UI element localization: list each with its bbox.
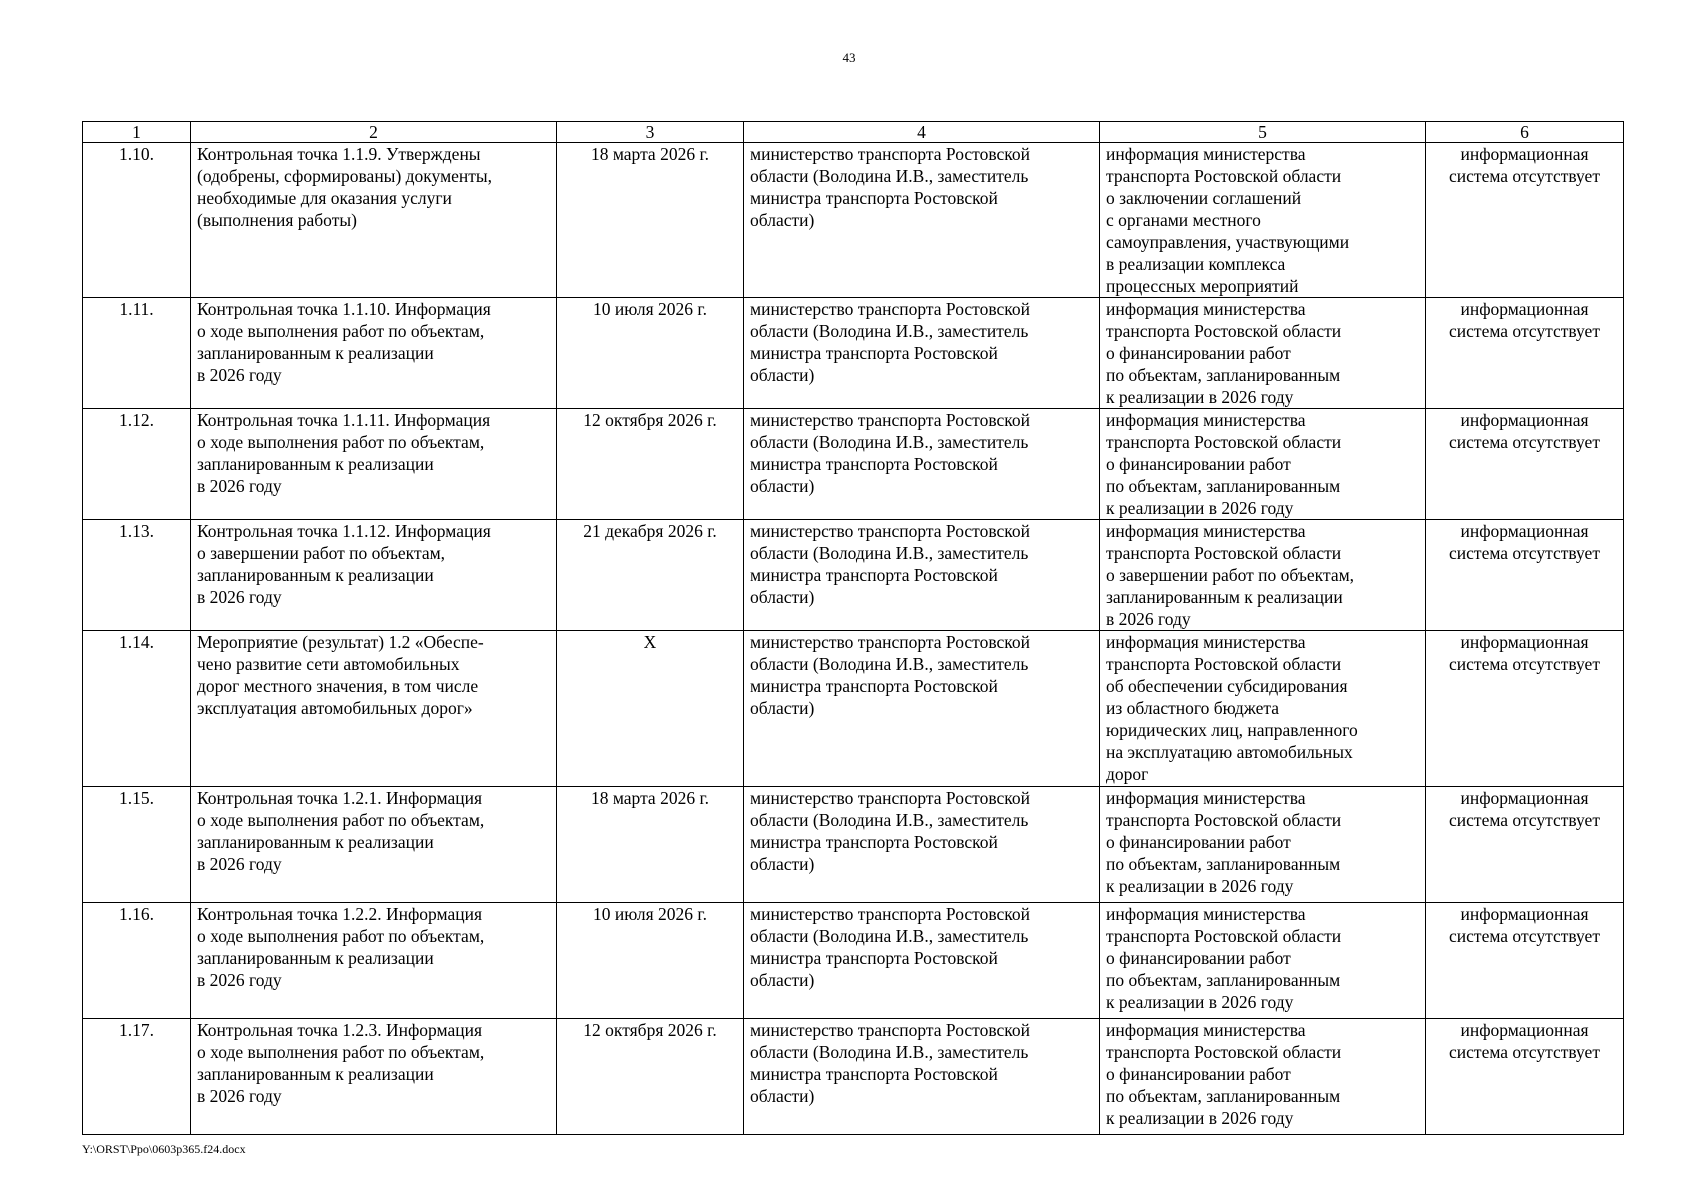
document-cell-line: информация министерства xyxy=(1106,521,1306,541)
row-number-cell: 1.11. xyxy=(83,298,191,409)
description-cell-line: о ходе выполнения работ по объектам, xyxy=(197,1042,485,1062)
table-row xyxy=(83,298,1624,409)
description-cell-line: в 2026 году xyxy=(197,970,282,990)
column-header: 3 xyxy=(557,122,744,143)
responsible-cell-line: области) xyxy=(750,587,815,607)
responsible-cell xyxy=(744,143,1100,298)
date-cell: X xyxy=(557,631,744,787)
responsible-cell-line: министра транспорта Ростовской xyxy=(750,948,998,968)
responsible-cell-line: области) xyxy=(750,210,815,230)
document-cell-line: транспорта Ростовской области xyxy=(1106,1042,1342,1062)
responsible-cell-line: министерство транспорта Ростовской xyxy=(750,521,1031,541)
description-cell-line: Контрольная точка 1.2.2. Информация xyxy=(197,904,483,924)
column-header: 1 xyxy=(83,122,191,143)
row-number-cell: 1.14. xyxy=(83,631,191,787)
document-cell-line: о финансировании работ xyxy=(1106,948,1291,968)
information-system-cell-line: информационная xyxy=(1460,1020,1589,1040)
description-cell xyxy=(191,409,557,520)
document-cell xyxy=(1100,298,1426,409)
responsible-cell-line: области) xyxy=(750,476,815,496)
document-cell xyxy=(1100,143,1426,298)
date-cell: 10 июля 2026 г. xyxy=(557,903,744,1019)
description-cell-line: необходимые для оказания услуги xyxy=(197,188,452,208)
document-cell-line: информация министерства xyxy=(1106,144,1306,164)
responsible-cell-line: министра транспорта Ростовской xyxy=(750,832,998,852)
document-cell xyxy=(1100,903,1426,1019)
responsible-cell-line: министерство транспорта Ростовской xyxy=(750,904,1031,924)
document-cell-line: информация министерства xyxy=(1106,1020,1306,1040)
information-system-cell-line: информационная xyxy=(1460,632,1589,652)
description-cell-line: запланированным к реализации xyxy=(197,948,434,968)
description-cell-line: о ходе выполнения работ по объектам, xyxy=(197,321,485,341)
information-system-cell-line: информационная xyxy=(1460,144,1589,164)
responsible-cell xyxy=(744,631,1100,787)
table-row xyxy=(83,787,1624,903)
document-cell-line: с органами местного xyxy=(1106,210,1261,230)
description-cell-line: Контрольная точка 1.1.10. Информация xyxy=(197,299,491,319)
description-cell-line: о ходе выполнения работ по объектам, xyxy=(197,926,485,946)
information-system-cell xyxy=(1426,520,1624,631)
responsible-cell-line: министерство транспорта Ростовской xyxy=(750,632,1031,652)
control-points-table xyxy=(82,121,1624,1135)
table-row xyxy=(83,631,1624,787)
page-number: 43 xyxy=(842,50,856,65)
document-cell-line: по объектам, запланированным xyxy=(1106,365,1341,385)
document-cell-line: процессных мероприятий xyxy=(1106,276,1299,296)
document-cell-line: дорог xyxy=(1106,764,1149,784)
responsible-cell-line: министерство транспорта Ростовской xyxy=(750,299,1031,319)
responsible-cell xyxy=(744,409,1100,520)
description-cell-line: в 2026 году xyxy=(197,1086,282,1106)
table-row xyxy=(83,143,1624,298)
information-system-cell-line: система отсутствует xyxy=(1449,926,1600,946)
row-number-cell: 1.10. xyxy=(83,143,191,298)
information-system-cell-line: информационная xyxy=(1460,410,1589,430)
file-path-footer: Y:\ORST\Ppo\0603p365.f24.docx xyxy=(82,1142,246,1156)
description-cell-line: запланированным к реализации xyxy=(197,343,434,363)
description-cell xyxy=(191,631,557,787)
responsible-cell-line: министра транспорта Ростовской xyxy=(750,565,998,585)
responsible-cell-line: области (Володина И.В., заместитель xyxy=(750,543,1029,563)
information-system-cell-line: информационная xyxy=(1460,299,1589,319)
description-cell-line: Контрольная точка 1.1.9. Утверждены xyxy=(197,144,481,164)
description-cell-line: в 2026 году xyxy=(197,365,282,385)
responsible-cell-line: области) xyxy=(750,854,815,874)
description-cell-line: Контрольная точка 1.2.1. Информация xyxy=(197,788,483,808)
information-system-cell-line: система отсутствует xyxy=(1449,1042,1600,1062)
document-cell xyxy=(1100,631,1426,787)
document-cell-line: в реализации комплекса xyxy=(1106,254,1286,274)
responsible-cell-line: министра транспорта Ростовской xyxy=(750,676,998,696)
responsible-cell-line: области) xyxy=(750,365,815,385)
row-number-cell: 1.13. xyxy=(83,520,191,631)
document-cell-line: информация министерства xyxy=(1106,632,1306,652)
information-system-cell xyxy=(1426,787,1624,903)
responsible-cell-line: министра транспорта Ростовской xyxy=(750,188,998,208)
document-cell-line: запланированным к реализации xyxy=(1106,587,1343,607)
document-cell-line: в 2026 году xyxy=(1106,609,1191,629)
document-cell-line: информация министерства xyxy=(1106,410,1306,430)
responsible-cell xyxy=(744,1019,1100,1135)
information-system-cell xyxy=(1426,903,1624,1019)
responsible-cell-line: области (Володина И.В., заместитель xyxy=(750,654,1029,674)
table-row xyxy=(83,520,1624,631)
date-cell: 18 марта 2026 г. xyxy=(557,143,744,298)
description-cell xyxy=(191,787,557,903)
document-cell-line: транспорта Ростовской области xyxy=(1106,321,1342,341)
document-cell-line: к реализации в 2026 году xyxy=(1106,876,1294,896)
date-cell: 12 октября 2026 г. xyxy=(557,409,744,520)
description-cell xyxy=(191,520,557,631)
column-header: 2 xyxy=(191,122,557,143)
row-number-cell: 1.15. xyxy=(83,787,191,903)
responsible-cell-line: министерство транспорта Ростовской xyxy=(750,410,1031,430)
responsible-cell-line: министерство транспорта Ростовской xyxy=(750,1020,1031,1040)
responsible-cell-line: области) xyxy=(750,970,815,990)
row-number-cell: 1.16. xyxy=(83,903,191,1019)
document-cell-line: о финансировании работ xyxy=(1106,343,1291,363)
table-header-row xyxy=(83,122,1624,143)
date-cell: 21 декабря 2026 г. xyxy=(557,520,744,631)
table-row xyxy=(83,1019,1624,1135)
table-body xyxy=(83,143,1624,1135)
description-cell xyxy=(191,143,557,298)
document-cell-line: информация министерства xyxy=(1106,904,1306,924)
document-cell-line: юридических лиц, направленного xyxy=(1106,720,1358,740)
responsible-cell-line: области (Володина И.В., заместитель xyxy=(750,321,1029,341)
description-cell-line: в 2026 году xyxy=(197,587,282,607)
document-cell-line: транспорта Ростовской области xyxy=(1106,810,1342,830)
column-header: 4 xyxy=(744,122,1100,143)
description-cell-line: Контрольная точка 1.1.11. Информация xyxy=(197,410,491,430)
document-cell xyxy=(1100,787,1426,903)
row-number-cell: 1.12. xyxy=(83,409,191,520)
responsible-cell-line: области (Володина И.В., заместитель xyxy=(750,1042,1029,1062)
information-system-cell-line: система отсутствует xyxy=(1449,321,1600,341)
description-cell-line: (выполнения работы) xyxy=(197,210,357,230)
responsible-cell-line: области) xyxy=(750,1086,815,1106)
information-system-cell-line: система отсутствует xyxy=(1449,166,1600,186)
description-cell-line: о ходе выполнения работ по объектам, xyxy=(197,810,485,830)
date-cell: 18 марта 2026 г. xyxy=(557,787,744,903)
description-cell xyxy=(191,298,557,409)
table-row xyxy=(83,903,1624,1019)
description-cell-line: в 2026 году xyxy=(197,476,282,496)
description-cell xyxy=(191,903,557,1019)
responsible-cell-line: министерство транспорта Ростовской xyxy=(750,788,1031,808)
responsible-cell-line: области (Володина И.В., заместитель xyxy=(750,166,1029,186)
description-cell-line: Контрольная точка 1.1.12. Информация xyxy=(197,521,491,541)
description-cell-line: о завершении работ по объектам, xyxy=(197,543,446,563)
information-system-cell-line: система отсутствует xyxy=(1449,810,1600,830)
information-system-cell xyxy=(1426,409,1624,520)
information-system-cell xyxy=(1426,631,1624,787)
document-cell-line: к реализации в 2026 году xyxy=(1106,1108,1294,1128)
responsible-cell-line: области (Володина И.В., заместитель xyxy=(750,432,1029,452)
document-cell-line: по объектам, запланированным xyxy=(1106,476,1341,496)
document-cell-line: на эксплуатацию автомобильных xyxy=(1106,742,1353,762)
column-header: 5 xyxy=(1100,122,1426,143)
responsible-cell-line: министерство транспорта Ростовской xyxy=(750,144,1031,164)
information-system-cell-line: система отсутствует xyxy=(1449,543,1600,563)
document-cell-line: по объектам, запланированным xyxy=(1106,970,1341,990)
responsible-cell-line: области (Володина И.В., заместитель xyxy=(750,810,1029,830)
description-cell-line: Мероприятие (результат) 1.2 «Обеспе- xyxy=(197,632,484,652)
document-cell-line: транспорта Ростовской области xyxy=(1106,432,1342,452)
responsible-cell-line: министра транспорта Ростовской xyxy=(750,343,998,363)
document-cell-line: транспорта Ростовской области xyxy=(1106,926,1342,946)
document-cell-line: по объектам, запланированным xyxy=(1106,854,1341,874)
description-cell-line: чено развитие сети автомобильных xyxy=(197,654,460,674)
date-cell: 12 октября 2026 г. xyxy=(557,1019,744,1135)
responsible-cell xyxy=(744,298,1100,409)
description-cell-line: Контрольная точка 1.2.3. Информация xyxy=(197,1020,483,1040)
responsible-cell xyxy=(744,520,1100,631)
description-cell-line: запланированным к реализации xyxy=(197,1064,434,1084)
information-system-cell-line: информационная xyxy=(1460,904,1589,924)
information-system-cell xyxy=(1426,143,1624,298)
responsible-cell-line: области) xyxy=(750,698,815,718)
responsible-cell xyxy=(744,787,1100,903)
document-cell-line: самоуправления, участвующими xyxy=(1106,232,1350,252)
information-system-cell xyxy=(1426,298,1624,409)
document-cell-line: информация министерства xyxy=(1106,788,1306,808)
document-cell xyxy=(1100,409,1426,520)
document-cell-line: к реализации в 2026 году xyxy=(1106,498,1294,518)
document-cell-line: о завершении работ по объектам, xyxy=(1106,565,1355,585)
document-cell-line: из областного бюджета xyxy=(1106,698,1280,718)
document-cell xyxy=(1100,520,1426,631)
document-cell-line: к реализации в 2026 году xyxy=(1106,992,1294,1012)
document-cell-line: информация министерства xyxy=(1106,299,1306,319)
description-cell-line: запланированным к реализации xyxy=(197,832,434,852)
description-cell-line: о ходе выполнения работ по объектам, xyxy=(197,432,485,452)
description-cell-line: запланированным к реализации xyxy=(197,565,434,585)
document-cell-line: транспорта Ростовской области xyxy=(1106,654,1342,674)
information-system-cell-line: система отсутствует xyxy=(1449,432,1600,452)
document-cell-line: о финансировании работ xyxy=(1106,454,1291,474)
description-cell-line: (одобрены, сформированы) документы, xyxy=(197,166,493,186)
description-cell xyxy=(191,1019,557,1135)
information-system-cell xyxy=(1426,1019,1624,1135)
document-cell-line: о финансировании работ xyxy=(1106,832,1291,852)
table-row xyxy=(83,409,1624,520)
row-number-cell: 1.17. xyxy=(83,1019,191,1135)
responsible-cell-line: министра транспорта Ростовской xyxy=(750,454,998,474)
document-cell-line: по объектам, запланированным xyxy=(1106,1086,1341,1106)
information-system-cell-line: информационная xyxy=(1460,788,1589,808)
information-system-cell-line: система отсутствует xyxy=(1449,654,1600,674)
document-cell-line: о финансировании работ xyxy=(1106,1064,1291,1084)
information-system-cell-line: информационная xyxy=(1460,521,1589,541)
document-cell-line: транспорта Ростовской области xyxy=(1106,543,1342,563)
responsible-cell xyxy=(744,903,1100,1019)
responsible-cell-line: министра транспорта Ростовской xyxy=(750,1064,998,1084)
description-cell-line: эксплуатация автомобильных дорог» xyxy=(197,698,473,718)
column-header: 6 xyxy=(1426,122,1624,143)
responsible-cell-line: области (Володина И.В., заместитель xyxy=(750,926,1029,946)
document-cell-line: об обеспечении субсидирования xyxy=(1106,676,1348,696)
description-cell-line: дорог местного значения, в том числе xyxy=(197,676,479,696)
description-cell-line: запланированным к реализации xyxy=(197,454,434,474)
date-cell: 10 июля 2026 г. xyxy=(557,298,744,409)
description-cell-line: в 2026 году xyxy=(197,854,282,874)
document-cell-line: о заключении соглашений xyxy=(1106,188,1302,208)
document-cell xyxy=(1100,1019,1426,1135)
document-cell-line: к реализации в 2026 году xyxy=(1106,387,1294,407)
document-cell-line: транспорта Ростовской области xyxy=(1106,166,1342,186)
